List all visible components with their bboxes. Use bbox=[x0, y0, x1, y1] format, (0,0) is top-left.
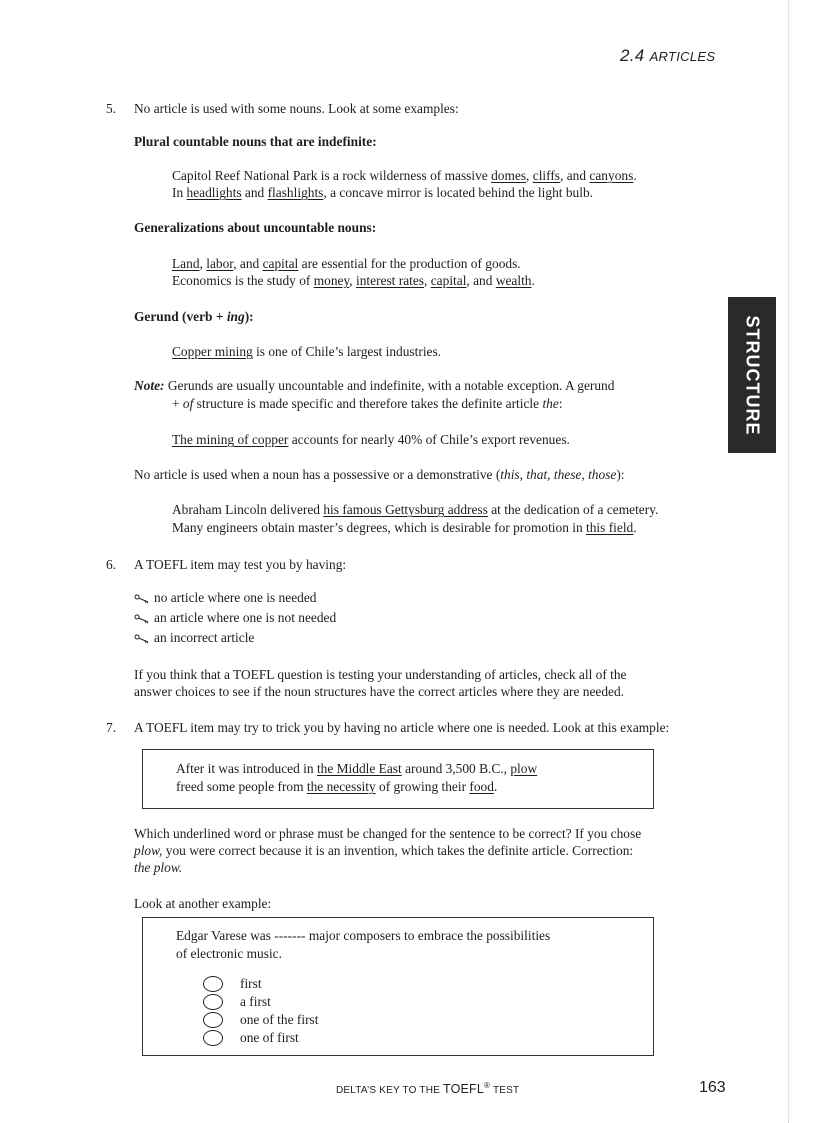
key-icon bbox=[134, 614, 150, 624]
possessive-example-2: Many engineers obtain master’s degrees, which is desirable for promotion in this field. bbox=[172, 520, 637, 535]
bullet-1: no article where one is needed bbox=[134, 590, 316, 606]
possessive-rule: No article is used when a noun has a possessive or a demonstrative (this, that, these, those): bbox=[134, 467, 625, 482]
plural-example-1: Capitol Reef National Park is a rock wilderness of massive domes, cliffs, and canyons. bbox=[172, 168, 637, 183]
option-a-bubble[interactable] bbox=[203, 976, 223, 992]
item-5-intro: No article is used with some nouns. Look at some examples: bbox=[134, 101, 459, 116]
section-title: ARTICLES bbox=[649, 49, 716, 64]
item-7-intro: A TOEFL item may try to trick you by having no article where one is needed. Look at this example: bbox=[134, 720, 670, 735]
option-c-bubble[interactable] bbox=[203, 1012, 223, 1028]
explanation-line-1: Which underlined word or phrase must be changed for the sentence to be correct? If you chose bbox=[134, 826, 642, 841]
example-box-line-1: After it was introduced in the Middle East around 3,500 B.C., plow bbox=[176, 761, 538, 776]
generalizations-example-2: Economics is the study of money, interest rates, capital, and wealth. bbox=[172, 273, 535, 288]
item-5-number: 5. bbox=[106, 101, 117, 116]
gerund-heading: Gerund (verb + ing): bbox=[134, 309, 254, 324]
explanation-line-3: the plow. bbox=[134, 860, 183, 875]
option-c-label: one of the first bbox=[240, 1012, 319, 1027]
bullet-3: an incorrect article bbox=[134, 630, 254, 646]
note-example: The mining of copper accounts for nearly 40% of Chile’s export revenues. bbox=[172, 432, 570, 447]
section-number: 2.4 bbox=[620, 46, 645, 65]
item-6-intro: A TOEFL item may test you by having: bbox=[134, 557, 347, 572]
gerund-example: Copper mining is one of Chile’s largest industries. bbox=[172, 344, 442, 359]
structure-side-tab bbox=[728, 297, 776, 453]
question-line-2: of electronic music. bbox=[176, 946, 282, 961]
option-a-label: first bbox=[240, 976, 262, 991]
question-line-1: Edgar Varese was ------- major composers to embrace the possibilities bbox=[176, 928, 551, 943]
footer-book-title: DELTA’S KEY TO THE TOEFL® TEST bbox=[336, 1081, 520, 1097]
key-icon bbox=[134, 634, 150, 644]
note-line-1: Note: Gerunds are usually uncountable and indefinite, with a notable exception. A gerund bbox=[134, 378, 615, 393]
running-header bbox=[620, 46, 715, 66]
example-box-line-2: freed some people from the necessity of growing their food. bbox=[176, 779, 498, 794]
option-d-bubble[interactable] bbox=[203, 1030, 223, 1046]
side-tab-label: STRUCTURE bbox=[742, 315, 763, 435]
option-b-bubble[interactable] bbox=[203, 994, 223, 1010]
option-d-label: one of first bbox=[240, 1030, 299, 1045]
generalizations-heading: Generalizations about uncountable nouns: bbox=[134, 220, 377, 235]
item-6-number: 6. bbox=[106, 557, 117, 572]
another-example-label: Look at another example: bbox=[134, 896, 272, 911]
possessive-example-1: Abraham Lincoln delivered his famous Gettysburg address at the dedication of a cemetery. bbox=[172, 502, 659, 517]
option-b-label: a first bbox=[240, 994, 271, 1009]
page-edge-line bbox=[788, 0, 789, 1123]
note-line-2: + of structure is made specific and therefore takes the definite article the: bbox=[172, 396, 563, 411]
item-6-para-line-2: answer choices to see if the noun structures have the correct articles where they are needed. bbox=[134, 684, 625, 699]
item-6-para-line-1: If you think that a TOEFL question is testing your understanding of articles, check all of the bbox=[134, 667, 627, 682]
item-7-number: 7. bbox=[106, 720, 117, 735]
generalizations-example-1: Land, labor, and capital are essential for the production of goods. bbox=[172, 256, 521, 271]
explanation-line-2: plow, you were correct because it is an invention, which takes the definite article. Correction: bbox=[134, 843, 634, 858]
key-icon bbox=[134, 594, 150, 604]
bullet-2: an article where one is not needed bbox=[134, 610, 336, 626]
plural-heading: Plural countable nouns that are indefinite: bbox=[134, 134, 377, 149]
page-number: 163 bbox=[699, 1079, 726, 1096]
plural-example-2: In headlights and flashlights, a concave mirror is located behind the light bulb. bbox=[172, 185, 593, 200]
